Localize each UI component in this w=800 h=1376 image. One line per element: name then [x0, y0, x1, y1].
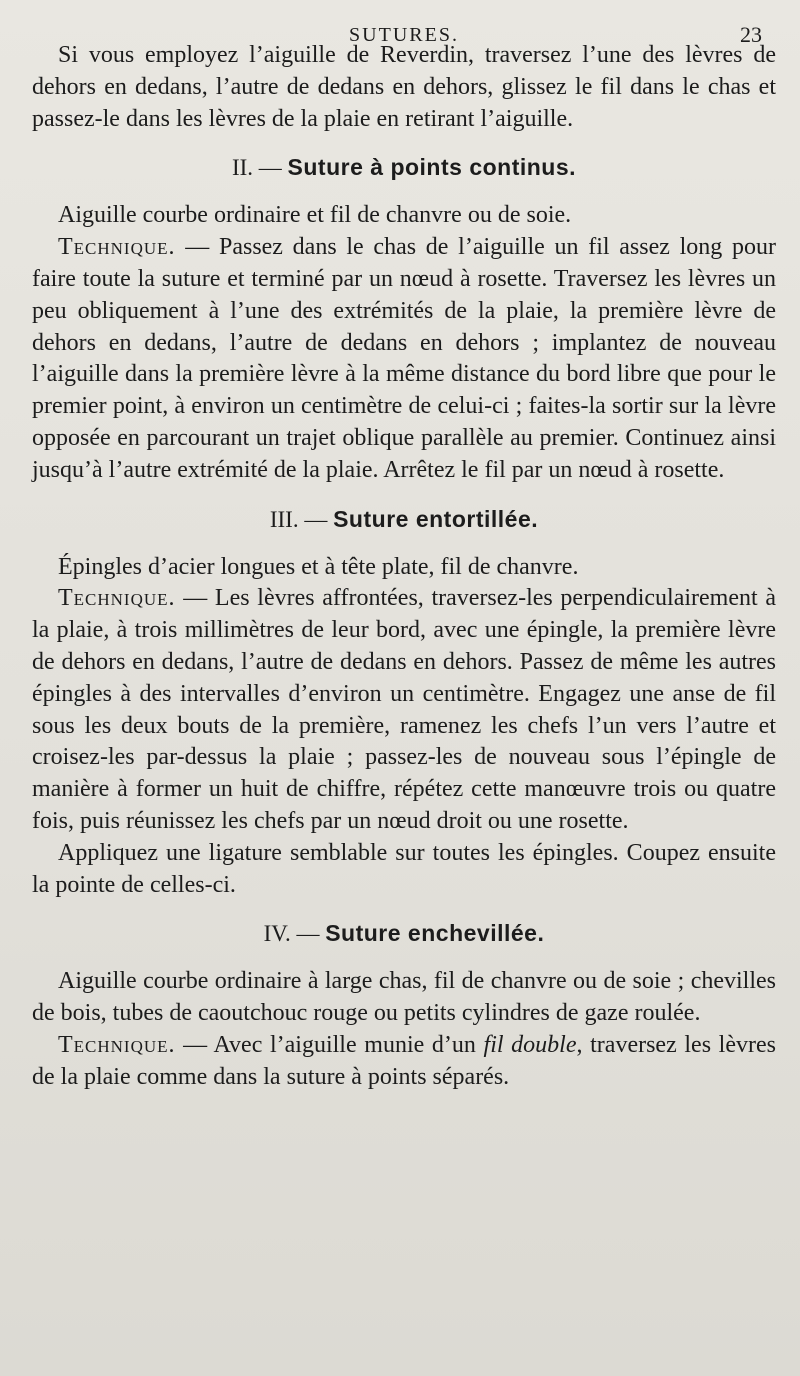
page-body	[32, 40, 776, 1094]
section-number-4: IV. —	[263, 921, 320, 947]
section-title-3: Suture entortillée.	[333, 505, 539, 532]
section-title-2: Suture à points continus.	[287, 154, 577, 181]
technique-paragraph-3	[32, 583, 776, 837]
materials-paragraph-4: Aiguille courbe ordinaire à large chas, fil de chanvre ou de soie ; chevilles de bois, tubes de caoutchouc rouge ou petits cylindres de gaze roulée.	[32, 968, 776, 1027]
technique-label-2: Technique.	[58, 234, 176, 261]
materials-paragraph-3: Épingles d’acier longues et à tête plate, fil de chanvre.	[58, 553, 579, 580]
section-heading-3	[32, 505, 776, 534]
technique-text-4b: , traversez les lèvres de la plaie comme dans la suture à points séparés.	[32, 1031, 776, 1090]
section-heading-4	[32, 919, 776, 948]
section-number-2: II. —	[231, 155, 282, 181]
technique-paragraph-2	[32, 232, 776, 486]
section-heading-2	[32, 153, 776, 182]
materials-paragraph-2: Aiguille courbe ordinaire et fil de chanvre ou de soie.	[58, 202, 572, 229]
ligature-paragraph-3: Appliquez une ligature semblable sur toutes les épingles. Coupez ensuite la pointe de celles-ci.	[32, 839, 776, 898]
technique-italic-4: fil double	[483, 1031, 577, 1058]
intro-paragraph: Si vous employez l’aiguille de Reverdin, traversez l’une des lèvres de dehors en dedans, l’autre de dedans en dehors, glissez le fil dans le chas et passez-le dans les lèvres de la plaie en retirant l’aiguille.	[32, 42, 776, 132]
technique-text-2: — Passez dans le chas de l’aiguille un fil assez long pour faire toute la suture et terminé par un nœud à rosette. Traversez les lèvres un peu obliquement à l’une des extrémités de la plaie, la première lèvre de dehors en dedans, l’autre de dedans en dehors ; implantez de nouveau l’aiguille dans la première lèvre à la même distance du bord libre que pour le premier point, à environ un centimètre de celui-ci ; faites-la sortir sur la lèvre opposée en parcourant un trajet oblique parallèle au premier. Continuez ainsi jusqu’à l’autre extrémité de la plaie. Arrêtez le fil par un nœud à rosette.	[32, 234, 776, 483]
technique-paragraph-4	[32, 1030, 776, 1094]
running-title: SUTURES.	[349, 24, 459, 46]
technique-text-4a: — Avec l’aiguille munie d’un	[175, 1031, 484, 1058]
page-number: 23	[740, 22, 762, 47]
technique-label-3: Technique.	[58, 585, 176, 612]
section-title-4: Suture enchevillée.	[325, 920, 545, 947]
technique-text-3: — Les lèvres affrontées, traversez-les perpendiculairement à la plaie, à trois millimètres de leur bord, avec une épingle, la première lèvre de dehors en dedans, l’autre de dedans en dehors. Passez de même les autres épingles à des intervalles d’environ un centimètre. Engagez une anse de fil sous les deux bouts de la première, ramenez les chefs l’un vers l’autre et croisez-les par-dessus la plaie ; passez-les de nouveau sous l’épingle de manière à former un huit de chiffre, répétez cette manœuvre trois ou quatre fois, puis réunissez les chefs par un nœud droit ou une rosette.	[32, 585, 776, 834]
section-number-3: III. —	[269, 506, 328, 532]
technique-label-4: Technique.	[58, 1031, 176, 1058]
running-head	[32, 0, 776, 47]
